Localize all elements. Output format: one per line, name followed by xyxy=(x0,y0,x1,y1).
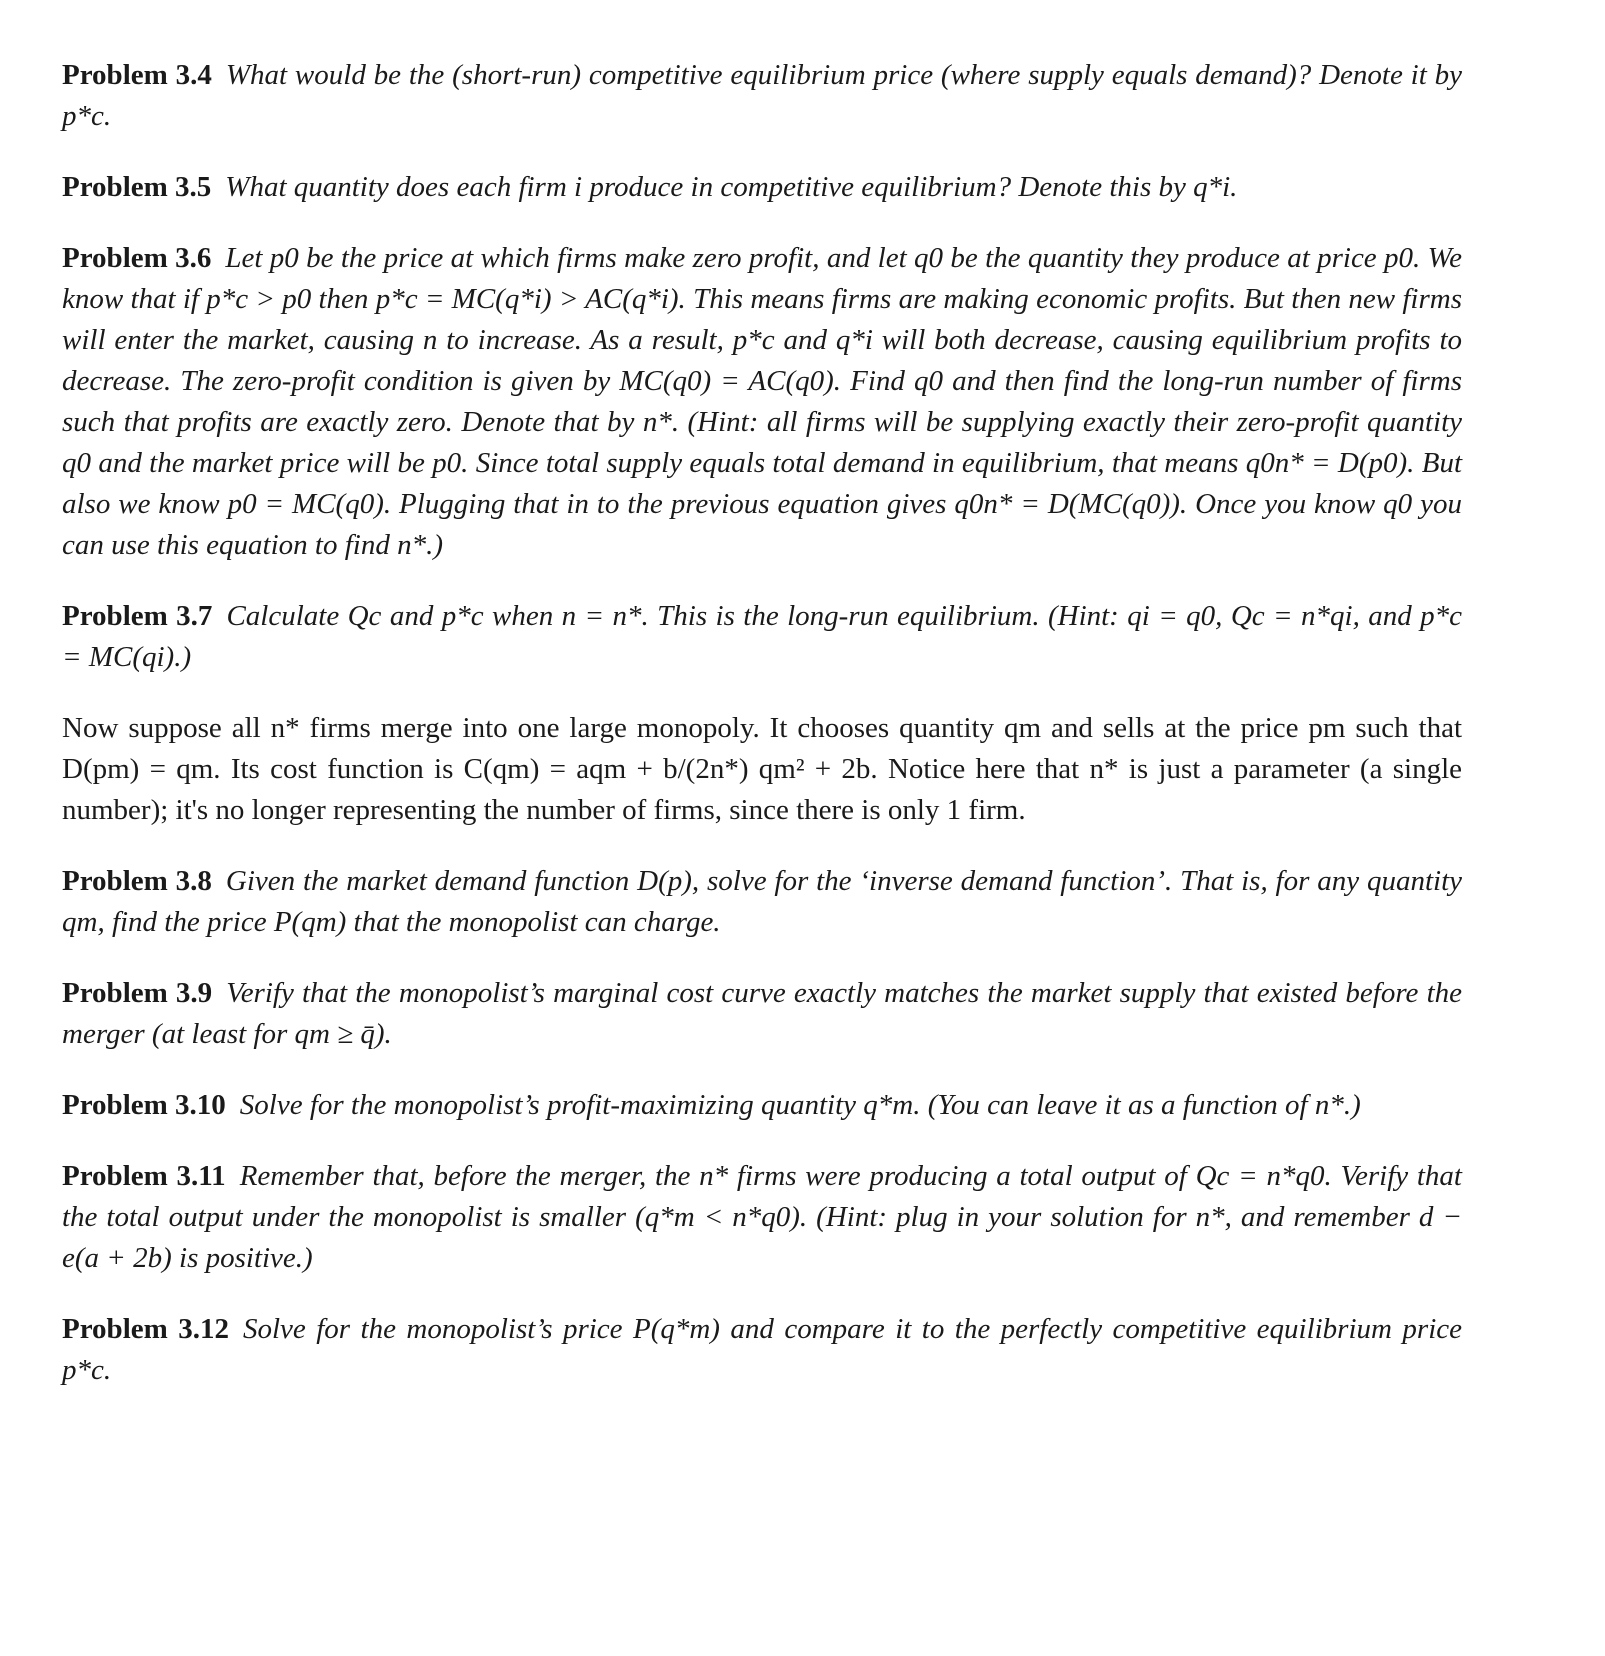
problem-text: What quantity does each firm i produce in competitive equilibrium? Denote this by q*i. xyxy=(225,171,1238,203)
problem-text: Remember that, before the merger, the n* firms were producing a total output of Qc = n*q0. Verify that the total output under the monopolist is smaller (q*m < n*q0). (Hint: plug in your solution for n*, and remember d − e(a + 2b) is positive.) xyxy=(62,1160,1462,1274)
problem-3-5 xyxy=(62,167,1462,208)
problem-label: Problem 3.10 xyxy=(62,1089,226,1121)
problem-text: Solve for the monopolist’s profit-maximizing quantity q*m. (You can leave it as a function of n*.) xyxy=(239,1089,1361,1121)
problem-3-10 xyxy=(62,1085,1462,1126)
document-page xyxy=(62,55,1462,1421)
problem-text: Verify that the monopolist’s marginal cost curve exactly matches the market supply that existed before the merger (at least for qm ≥ q̄). xyxy=(62,977,1462,1050)
problem-3-6 xyxy=(62,238,1462,566)
problem-3-8 xyxy=(62,861,1462,943)
problem-3-11 xyxy=(62,1156,1462,1279)
problem-label: Problem 3.5 xyxy=(62,171,212,203)
problem-label: Problem 3.11 xyxy=(62,1160,226,1192)
problem-3-9 xyxy=(62,973,1462,1055)
problem-text: What would be the (short-run) competitive equilibrium price (where supply equals demand)? Denote it by p*c. xyxy=(62,59,1462,132)
problem-3-12 xyxy=(62,1309,1462,1391)
problem-label: Problem 3.4 xyxy=(62,59,212,91)
problem-3-4 xyxy=(62,55,1462,137)
problem-text: Solve for the monopolist’s price P(q*m) and compare it to the perfectly competitive equilibrium price p*c. xyxy=(62,1313,1463,1386)
problem-text: Given the market demand function D(p), solve for the ‘inverse demand function’. That is, for any quantity qm, find the price P(qm) that the monopolist can charge. xyxy=(62,865,1462,938)
problem-3-7 xyxy=(62,596,1462,678)
problem-text: Let p0 be the price at which firms make zero profit, and let q0 be the quantity they produce at price p0. We know that if p*c > p0 then p*c = MC(q*i) > AC(q*i). This means firms are making economic profits. But then new firms will enter the market, causing n to increase. As a result, p*c and q*i will both decrease, causing equilibrium profits to decrease. The zero-profit condition is given by MC(q0) = AC(q0). Find q0 and then find the long-run number of firms such that profits are exactly zero. Denote that by n*. (Hint: all firms will be supplying exactly their zero-profit quantity q0 and the market price will be p0. Since total supply equals total demand in equilibrium, that means q0n* = D(p0). But also we know p0 = MC(q0). Plugging that in to the previous equation gives q0n* = D(MC(q0)). Once you know q0 you can use this equation to find n*.) xyxy=(62,242,1462,561)
monopoly-narrative: Now suppose all n* firms merge into one large monopoly. It chooses quantity qm and sells at the price pm such that D(pm) = qm. Its cost function is C(qm) = aqm + b/(2n*) qm² + 2b. Notice here that n* is just a parameter (a single number); it's no longer representing the number of firms, since there is only 1 firm. xyxy=(62,712,1462,826)
problem-label: Problem 3.8 xyxy=(62,865,212,897)
problem-label: Problem 3.9 xyxy=(62,977,213,1009)
problem-label: Problem 3.7 xyxy=(62,600,213,632)
problem-text: Calculate Qc and p*c when n = n*. This is the long-run equilibrium. (Hint: qi = q0, Qc = n*qi, and p*c = MC(qi).) xyxy=(62,600,1463,673)
problem-label: Problem 3.12 xyxy=(62,1313,229,1345)
problem-label: Problem 3.6 xyxy=(62,242,212,274)
